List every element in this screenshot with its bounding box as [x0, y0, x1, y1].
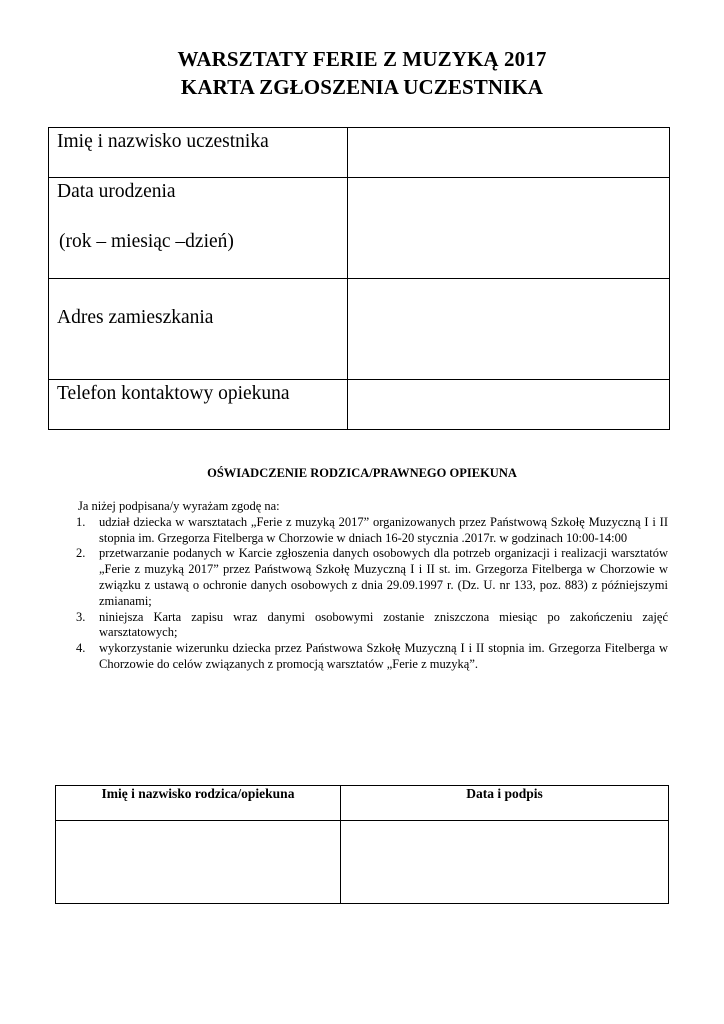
phone-row — [49, 380, 670, 430]
address-field[interactable] — [348, 279, 670, 380]
declaration-item — [76, 546, 668, 609]
signature-table — [55, 785, 669, 904]
address-row — [49, 279, 670, 380]
guardian-name-header: Imię i nazwisko rodzica/opiekuna — [56, 786, 341, 821]
declaration-item-text: niniejsza Karta zapisu wraz danymi osobowymi zostanie zniszczona miesiąc po zakończeniu zajęć warsztatowych; — [99, 609, 668, 640]
participant-name-label: Imię i nazwisko uczestnika — [57, 131, 269, 152]
declaration-item-text: przetwarzanie podanych w Karcie zgłoszenia danych osobowych dla potrzeb organizacji i realizacji warsztatów „Ferie z muzyką 2017” przez Państwową Szkołę Muzyczną I i II st. im. Grzegorza Fitelberga w Chorzowie w związku z ustawą o ochronie danych osobowych z dnia 29.09.1997 r. (Dz. U. nr 133, poz. 883) z późniejszymi zmianami; — [99, 546, 668, 608]
declaration-item-number: 4. — [76, 641, 86, 656]
birth-date-label-cell — [49, 178, 348, 279]
declaration-body — [76, 499, 668, 673]
birth-date-format: (rok – miesiąc –dzień) — [59, 231, 234, 252]
participant-name-row — [49, 128, 670, 178]
signature-body-row — [56, 821, 669, 904]
participant-name-label-cell — [49, 128, 348, 178]
birth-date-label: Data urodzenia — [57, 181, 176, 202]
birth-date-row — [49, 178, 670, 279]
declaration-heading: OŚWIADCZENIE RODZICA/PRAWNEGO OPIEKUNA — [207, 466, 517, 480]
address-label-cell — [49, 279, 348, 380]
document-title: WARSZTATY FERIE Z MUZYKĄ 2017 — [177, 47, 547, 71]
date-signature-field[interactable] — [341, 821, 669, 904]
declaration-list — [76, 515, 668, 673]
declaration-item — [76, 641, 668, 673]
date-signature-header: Data i podpis — [341, 786, 669, 821]
address-label: Adres zamieszkania — [57, 307, 214, 328]
guardian-name-field[interactable] — [56, 821, 341, 904]
declaration-item — [76, 515, 668, 547]
declaration-intro: Ja niżej podpisana/y wyrażam zgodę na: — [78, 499, 280, 513]
declaration-item-text: wykorzystanie wizerunku dziecka przez Państwowa Szkołę Muzyczną I i II stopnia im. Grzegorza Fitelberga w Chorzowie do celów związanych z promocją warsztatów „Ferie z muzyką”. — [99, 641, 668, 671]
declaration-item-text: udział dziecka w warsztatach „Ferie z muzyką 2017” organizowanych przez Państwową Szkołę Muzyczną I i II stopnia im. Grzegorza Fitelberga w Chorzowie w dniach 16-20 stycznia .2017r. w godzinach 10:00-14:00 — [99, 514, 668, 545]
declaration-item-number: 3. — [76, 609, 86, 624]
participant-table — [48, 127, 670, 430]
participant-name-field[interactable] — [348, 128, 670, 178]
declaration-item-number: 1. — [76, 514, 86, 529]
phone-label: Telefon kontaktowy opiekuna — [57, 383, 290, 404]
declaration-item — [76, 610, 668, 642]
phone-label-cell — [49, 380, 348, 430]
phone-field[interactable] — [348, 380, 670, 430]
document-subtitle: KARTA ZGŁOSZENIA UCZESTNIKA — [180, 75, 544, 99]
birth-date-field[interactable] — [348, 178, 670, 279]
declaration-item-number: 2. — [76, 546, 86, 561]
signature-header-row — [56, 786, 669, 821]
